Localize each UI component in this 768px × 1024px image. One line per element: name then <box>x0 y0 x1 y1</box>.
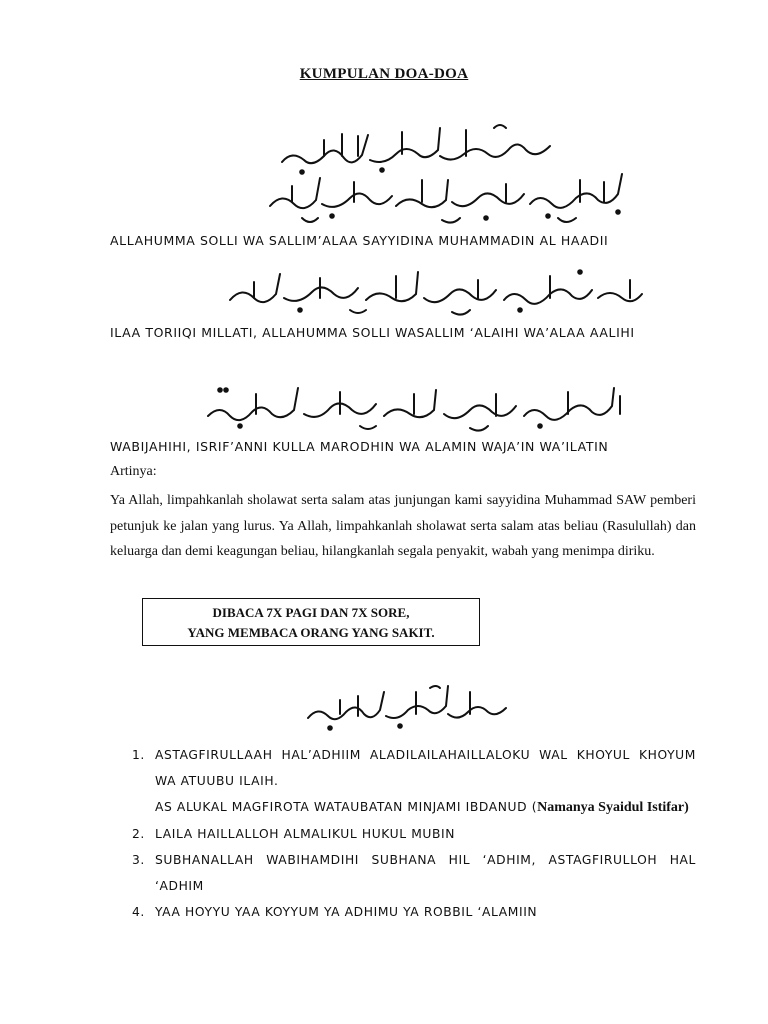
list-item-text: SUBHANALLAH WABIHAMDIHI SUBHANA HIL ‘ADHIM, ASTAGFIRULLOH HAL ‘ADHIM <box>155 853 696 893</box>
list-item <box>110 821 696 847</box>
list-item-number: 1. <box>132 748 145 762</box>
artinya-label: Artinya: <box>110 464 157 479</box>
instruction-box <box>142 598 480 646</box>
list-item-text-2-main: AS ALUKAL MAGFIROTA WATAUBATAN MINJAMI IBDANUD ( <box>155 800 538 814</box>
list-item <box>110 899 696 925</box>
list-item-number: 4. <box>132 905 145 919</box>
list-item-text: YAA HOYYU YAA KOYYUM YA ADHIMU YA ROBBIL ‘ALAMIIN <box>155 905 538 919</box>
list-item-text: LAILA HAILLALLOH ALMALIKUL HUKUL MUBIN <box>155 827 456 841</box>
list-item-number: 2. <box>132 827 145 841</box>
doa-list <box>110 742 696 925</box>
arabic-calligraphy-line-2 <box>220 262 650 320</box>
instruction-line-2: YANG MEMBACA ORANG YANG SAKIT. <box>187 625 435 640</box>
arabic-calligraphy-line-3 <box>200 380 642 434</box>
translation-paragraph: Ya Allah, limpahkanlah sholawat serta salam atas junjungan kami sayyidina Muhammad SAW pemberi petunjuk ke jalan yang lurus. Ya Allah, limpahkanlah sholawat serta salam atas beliau (Rasulullah) dan keluarga dan demi keagungan beliau, hilangkanlah segala penyakit, wabah yang menimpa diriku. <box>110 493 696 559</box>
arabic-calligraphy-basmala <box>300 682 514 736</box>
arabic-calligraphy-basmala-shalawat <box>262 120 634 230</box>
instruction-line-1: DIBACA 7X PAGI DAN 7X SORE, <box>212 605 410 620</box>
list-item-bold-note: Namanya Syaidul Istifar <box>537 800 685 815</box>
list-item <box>110 742 696 821</box>
list-item <box>110 847 696 899</box>
transliteration-line-3: WABIJAHIHI, ISRIF’ANNI KULLA MARODHIN WA ALAMIN WAJA’IN WA’ILATIN <box>110 439 609 454</box>
list-item-closing: ) <box>684 800 689 815</box>
document-title: KUMPULAN DOA-DOA <box>299 66 469 82</box>
transliteration-line-2: ILAA TORIIQI MILLATI, ALLAHUMMA SOLLI WASALLIM ‘ALAIHI WA’ALAA AALIHI <box>110 325 635 340</box>
list-item-number: 3. <box>132 853 145 867</box>
transliteration-line-1: ALLAHUMMA SOLLI WA SALLIM’ALAA SAYYIDINA MUHAMMADIN AL HAADII <box>110 233 609 248</box>
list-item-text: ASTAGFIRULLAAH HAL’ADHIIM ALADILAILAHAILLALOKU WAL KHOYUL KHOYUM WA ATUUBU ILAIH. <box>155 748 696 788</box>
list-item-text-2 <box>155 794 696 821</box>
